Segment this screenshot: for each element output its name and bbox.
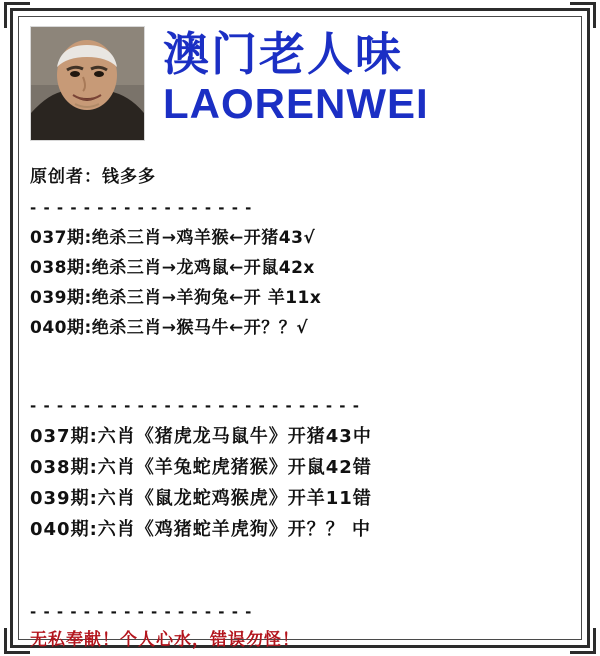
poster-content <box>30 26 570 650</box>
page-title-cn: 澳门老人味 <box>163 27 403 81</box>
list-item: 040期:绝杀三肖→猴马牛←开？？√ <box>30 318 309 338</box>
corner-ornament-bottom-left <box>4 628 30 654</box>
forecast-list-a <box>30 223 570 343</box>
poster-header <box>30 26 570 146</box>
forecast-list-b <box>30 421 570 545</box>
spacer-b <box>30 545 570 591</box>
list-item: 039期:六肖《鼠龙蛇鸡猴虎》开羊11错 <box>30 488 372 509</box>
separator-3: - - - - - - - - - - - - - - - - - <box>30 603 253 621</box>
list-item: 040期:六肖《鸡猪蛇羊虎狗》开？？ 中 <box>30 519 372 540</box>
corner-ornament-top-left <box>4 2 30 28</box>
list-item: 038期:六肖《羊兔蛇虎猪猴》开鼠42错 <box>30 457 372 478</box>
spacer-a <box>30 343 570 385</box>
corner-ornament-bottom-right <box>570 628 596 654</box>
list-item: 037期:六肖《猪虎龙马鼠牛》开猪43中 <box>30 426 372 447</box>
list-item: 037期:绝杀三肖→鸡羊猴←开猪43√ <box>30 228 316 248</box>
author-line: 原创者：钱多多 <box>30 167 156 187</box>
footer-note: 无私奉献！个人心水，错误勿怪！ <box>30 630 300 650</box>
page-title-en: LAORENWEI <box>163 80 429 127</box>
separator-2: - - - - - - - - - - - - - - - - - - - - - - - - - <box>30 397 360 415</box>
avatar <box>30 26 145 141</box>
list-item: 039期:绝杀三肖→羊狗兔←开 羊11x <box>30 288 322 308</box>
title-block <box>145 26 570 128</box>
elderly-man-portrait-icon <box>31 27 144 140</box>
list-item: 038期:绝杀三肖→龙鸡鼠←开鼠42x <box>30 258 315 278</box>
separator-1: - - - - - - - - - - - - - - - - - <box>30 199 253 217</box>
corner-ornament-top-right <box>570 2 596 28</box>
